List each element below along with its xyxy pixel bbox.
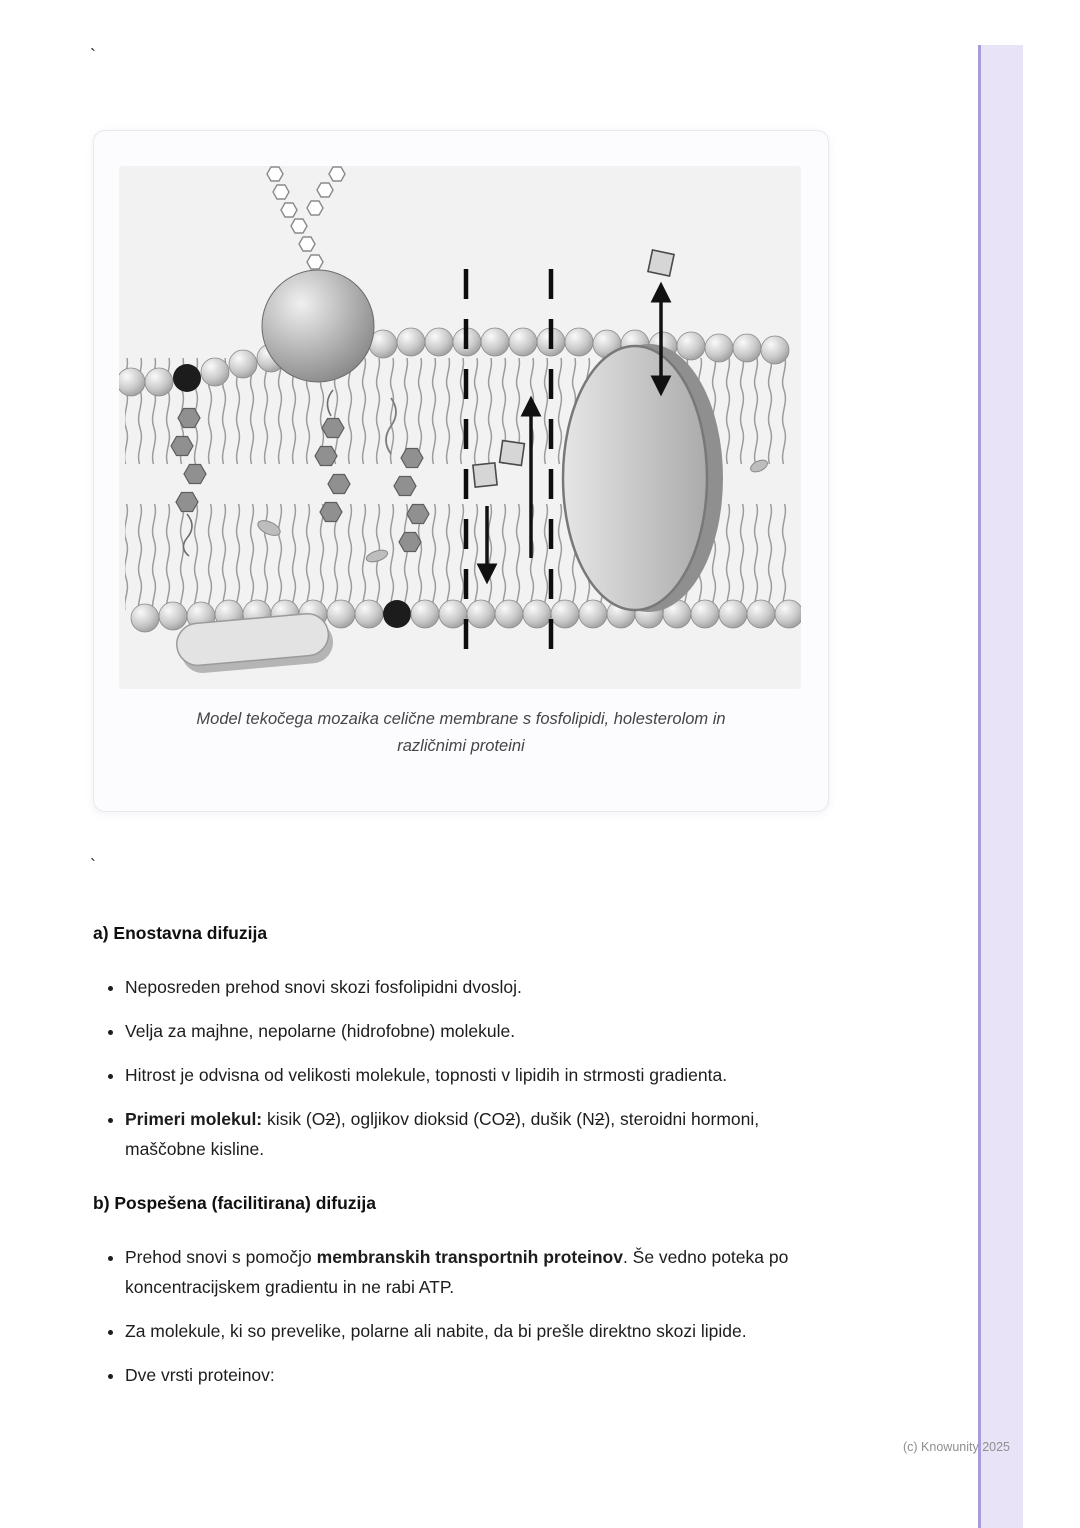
right-sidebar-strip [978, 45, 1023, 1528]
list-item [125, 1104, 793, 1164]
subscript-struck: 2 [325, 1109, 336, 1129]
bullet-text: kisik (O [262, 1109, 326, 1129]
subscript-struck: 2 [505, 1109, 516, 1129]
bullet-text: Za molekule, ki so prevelike, polarne ali nabite, da bi prešle direktno skozi lipide. [125, 1321, 747, 1341]
bullet-bold-text: membranskih transportnih proteinov [316, 1247, 623, 1267]
bullet-text: Neposreden prehod snovi skozi fosfolipidni dvosloj. [125, 977, 522, 997]
bullet-text: Velja za majhne, nepolarne (hidrofobne) molekule. [125, 1021, 516, 1041]
stray-backtick-mid: ` [90, 856, 96, 876]
figure-card [93, 130, 829, 812]
bullet-text: Hitrost je odvisna od velikosti molekule, topnosti v lipidih in strmosti gradienta. [125, 1065, 728, 1085]
list-item [125, 972, 793, 1002]
list-item [125, 1360, 793, 1390]
subscript-struck: 2 [594, 1109, 605, 1129]
bullet-text: Dve vrsti proteinov: [125, 1365, 275, 1385]
bullet-text: ), ogljikov dioksid (CO [335, 1109, 506, 1129]
figure-caption [134, 706, 788, 760]
bullet-text: Prehod snovi s pomočjo [125, 1247, 317, 1267]
bullet-text: ), dušik (N [515, 1109, 595, 1129]
transport-protein [563, 344, 723, 612]
bullet-bold-text: Primeri molekul: [125, 1109, 263, 1129]
membrane-illustration [119, 166, 801, 689]
list-item [125, 1016, 793, 1046]
membrane-figure [119, 166, 801, 689]
section-a-list [93, 972, 793, 1164]
bullet-text: ), steroidni hormoni, maščobne kisline. [125, 1109, 760, 1159]
section-a-heading: a) Enostavna difuzija [93, 923, 268, 943]
caption-line-2: različnimi proteini [397, 737, 525, 755]
section-b-list [93, 1242, 793, 1390]
list-item [125, 1242, 793, 1302]
list-item [125, 1060, 793, 1090]
watermark: (c) Knowunity 2025 [903, 1440, 1011, 1454]
stray-backtick-top: ` [90, 46, 96, 66]
notes-content [93, 918, 793, 1414]
caption-line-1: Model tekočega mozaika celične membrane s fosfolipidi, holesterolom in [196, 710, 726, 728]
section-b-heading: b) Pospešena (facilitirana) difuzija [93, 1193, 376, 1213]
list-item [125, 1316, 793, 1346]
bullet-text: . Še vedno poteka po koncentracijskem gradientu in ne rabi ATP. [125, 1247, 789, 1297]
